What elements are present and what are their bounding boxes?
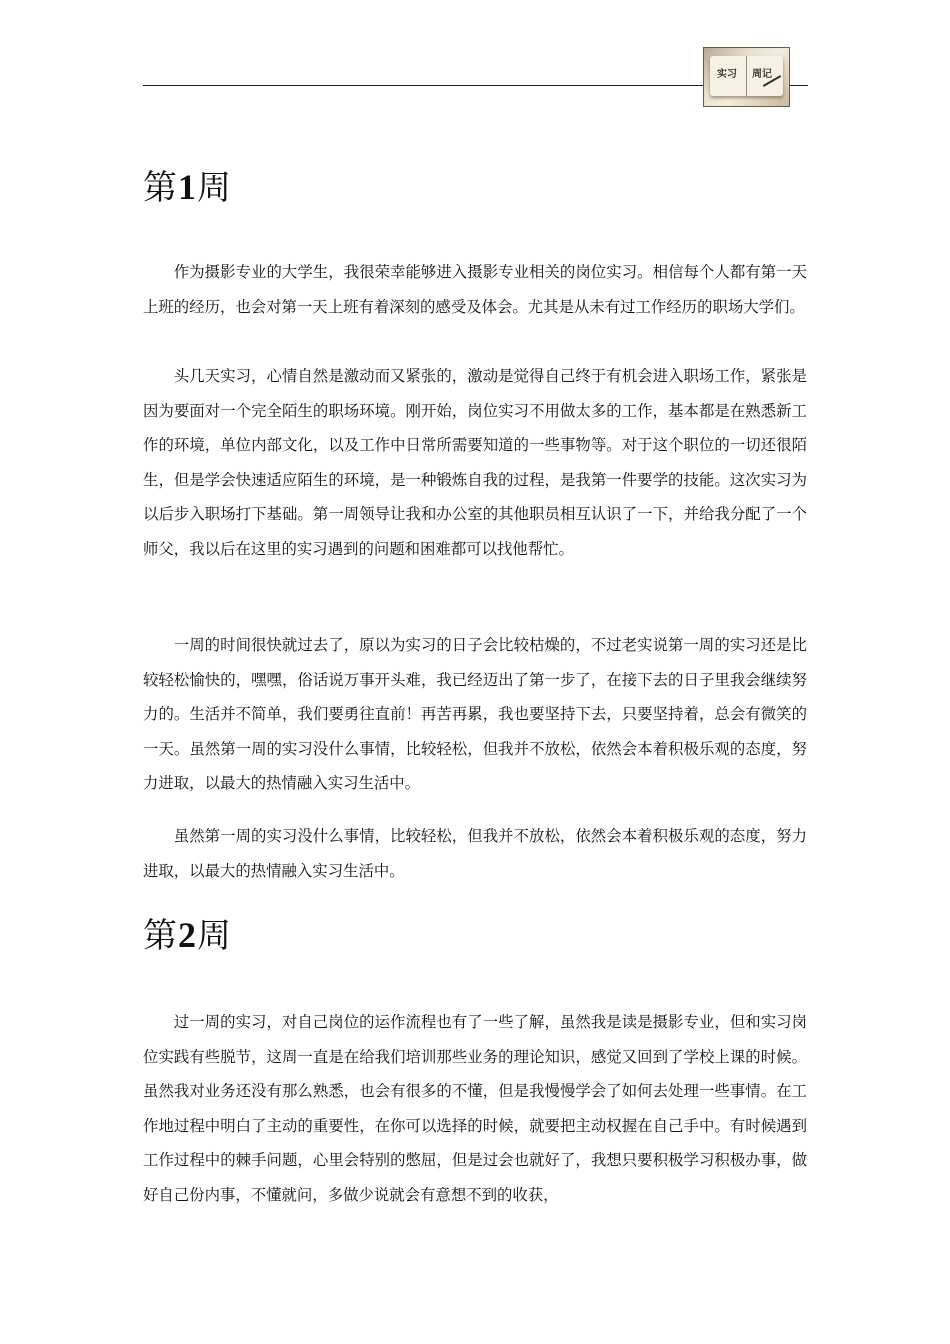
week2-title: [143, 908, 232, 957]
week2-title-number: 2: [178, 915, 197, 955]
week1-paragraph-3: 一周的时间很快就过去了，原以为实习的日子会比较枯燥的，不过老实说第一周的实习还是比较轻松愉快的，嘿嘿，俗话说万事开头难，我已经迈出了第一步了，在接下去的日子里我会继续努力的。生活并不简单，我们要勇往直前！再苦再累，我也要坚持下去，只要坚持着，总会有微笑的一天。虽然第一周的实习没什么事情，比较轻松，但我并不放松，依然会本着积极乐观的态度，努力进取，以最大的热情融入实习生活中。: [143, 636, 807, 793]
header-logo: [703, 47, 790, 107]
logo-text-right: 周记: [752, 69, 772, 80]
week2-title-prefix: 第: [143, 916, 178, 956]
week1-paragraph-2: 头几天实习，心情自然是激动而又紧张的，激动是觉得自己终于有机会进入职场工作，紧张是因为要面对一个完全陌生的职场环境。刚开始，岗位实习不用做太多的工作，基本都是在熟悉新工作的环境，单位内部文化，以及工作中日常所需要知道的一些事物等。对于这个职位的一切还很陌生，但是学会快速适应陌生的环境，是一种锻炼自我的过程，是我第一件要学的技能。这次实习为以后步入职场打下基础。第一周领导让我和办公室的其他职员相互认识了一下，并给我分配了一个师父，我以后在这里的实习遇到的问题和困难都可以找他帮忙。: [143, 367, 807, 558]
week1-title-prefix: 第: [143, 168, 178, 208]
week1-paragraph-1: 作为摄影专业的大学生，我很荣幸能够进入摄影专业相关的岗位实习。相信每个人都有第一天上班的经历，也会对第一天上班有着深刻的感受及体会。尤其是从未有过工作经历的职场大学们。: [143, 263, 807, 316]
logo-text-left: 实习: [717, 69, 737, 80]
week2-paragraph-1: 过一周的实习，对自己岗位的运作流程也有了一些了解，虽然我是读是摄影专业，但和实习岗位实践有些脱节，这周一直是在给我们培训那些业务的理论知识，感觉又回到了学校上课的时候。虽然我对业务还没有那么熟悉，也会有很多的不懂，但是我慢慢学会了如何去处理一些事情。在工作地过程中明白了主动的重要性，在你可以选择的时候，就要把主动权握在自己手中。有时候遇到工作过程中的棘手问题，心里会特别的憋屈，但是过会也就好了，我想只要积极学习积极办事，做好自己份内事，不懂就问，多做少说就会有意想不到的收获，: [143, 1013, 807, 1204]
week1-paragraph-4: 虽然第一周的实习没什么事情，比较轻松，但我并不放松，依然会本着积极乐观的态度，努力进取，以最大的热情融入实习生活中。: [143, 827, 807, 880]
book-spine: [746, 56, 747, 96]
week1-title-suffix: 周: [197, 168, 232, 208]
week2-title-suffix: 周: [197, 916, 232, 956]
week1-title-number: 1: [178, 167, 197, 207]
week1-title: [143, 160, 232, 209]
